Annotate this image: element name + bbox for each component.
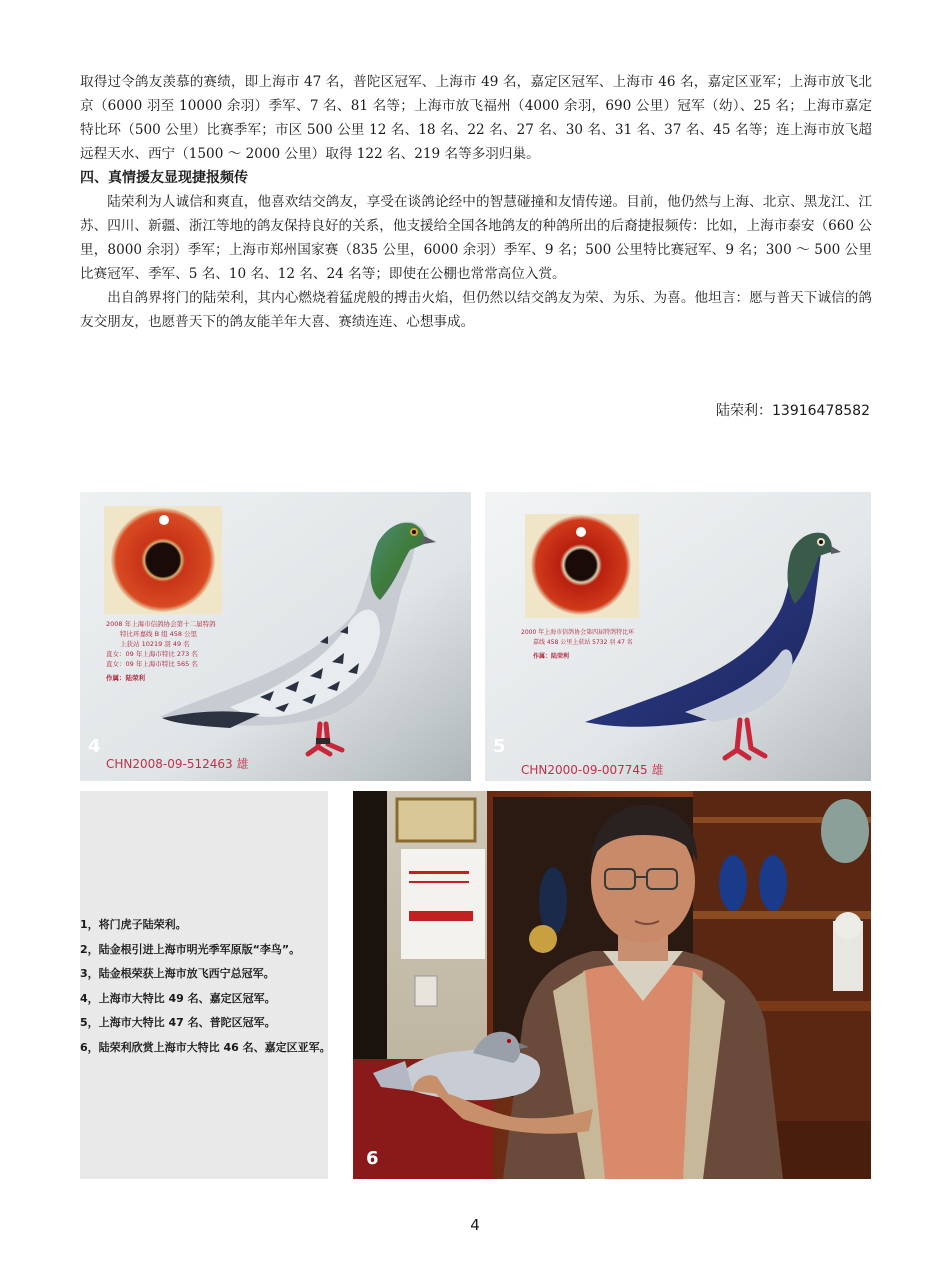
- pigeon-photo-4-image: [80, 492, 471, 781]
- card-text-line: 直女：09 年上海市特比 565 名: [106, 660, 198, 668]
- article-body: [80, 70, 872, 334]
- caption-list: [80, 913, 336, 1061]
- author-signature: 陆荣利：13916478582: [716, 403, 870, 419]
- caption-item: 2，陆金根引进上海市明光季军原版“李鸟”。: [80, 942, 301, 956]
- ring-number: CHN2000-09-007745 雄: [521, 763, 664, 777]
- page-number: 4: [470, 1216, 480, 1234]
- pigeon-photo-5-image: [485, 492, 871, 781]
- caption-item: 6，陆荣利欣赏上海市大特比 46 名、嘉定区亚军。: [80, 1040, 331, 1054]
- card-text-line: 上获站 10219 羽 49 名: [120, 640, 190, 648]
- card-text-line: 作属：陆荣利: [533, 653, 570, 660]
- photo-number: 5: [493, 736, 506, 757]
- caption-box: [80, 791, 331, 1179]
- portrait-photo-6: [353, 791, 871, 1179]
- section-heading: 四、真情援友显现捷报频传: [80, 170, 248, 186]
- card-text-line: 直女：09 年上海市特比 273 名: [106, 650, 198, 658]
- caption-item: 3，陆金根荣获上海市放飞西宁总冠军。: [80, 967, 275, 981]
- card-text-line: 2008 年上海市信鸽协会第十二届特鸽: [106, 620, 216, 628]
- photo-number: 4: [88, 736, 101, 757]
- caption-item: 1，将门虎子陆荣利。: [80, 918, 187, 931]
- article-paragraph: 陆荣利为人诚信和爽直，他喜欢结交鸽友，享受在谈鸽论经中的智慧碰撞和友情传递。目前，他仍然与上海、北京、黑龙江、江苏、四川、新疆、浙江等地的鸽友保持良好的关系，他支援给全国各地鸽友的种鸽所出的后裔捷报频传：比如，上海市泰安（660 公里，8000 余羽）季军；上海市郑州国家赛（835 公里，6000 余羽）季军、9 名；500 公里特比赛冠军、9 名；300 ～ 500 公里比赛冠军、季军、5 名、10 名、12 名、24 名等；即使在公棚也常常高位入赏。: [80, 194, 872, 282]
- pigeon-photo-4: [80, 492, 471, 781]
- photo-number: 6: [366, 1148, 379, 1169]
- caption-item: 4，上海市大特比 49 名、嘉定区冠军。: [80, 991, 276, 1005]
- card-text-line: 特比环嘉线 B 组 458 公里: [120, 630, 198, 638]
- card-text-line: 2000 年上海市信鸽协会第四届特鸽特比环: [521, 629, 635, 636]
- caption-item: 5，上海市大特比 47 名、普陀区冠军。: [80, 1016, 276, 1030]
- card-text-line: 作属：陆荣利: [106, 674, 145, 682]
- article-paragraph: 出自鸽界将门的陆荣利，其内心燃烧着猛虎般的搏击火焰，但仍然以结交鸽友为荣、为乐、为喜。他坦言：愿与普天下诚信的鸽友交朋友，也愿普天下的鸽友能羊年大喜、赛绩连连、心想事成。: [80, 290, 872, 330]
- portrait-photo-6-image: [353, 791, 871, 1179]
- ring-number: CHN2008-09-512463 雄: [106, 757, 249, 771]
- card-text-line: 嘉线 458 公里上获站 5732 羽 47 名: [533, 639, 633, 646]
- pigeon-photo-5: [485, 492, 871, 781]
- article-paragraph: 取得过令鸽友羡慕的赛绩，即上海市 47 名，普陀区冠军、上海市 49 名，嘉定区冠军、上海市 46 名，嘉定区亚军；上海市放飞北京（6000 羽至 10000 余羽）季军、7 名、81 名等；上海市放飞福州（4000 余羽，690 公里）冠军（幼）、25 名；上海市嘉定特比环（500 公里）比赛季军；市区 500 公里 12 名、18 名、22 名、27 名、30 名、31 名、37 名、45 名等；连上海市放飞超远程天水、西宁（1500 ～ 2000 公里）取得 122 名、219 名等多羽归巢。: [80, 74, 872, 162]
